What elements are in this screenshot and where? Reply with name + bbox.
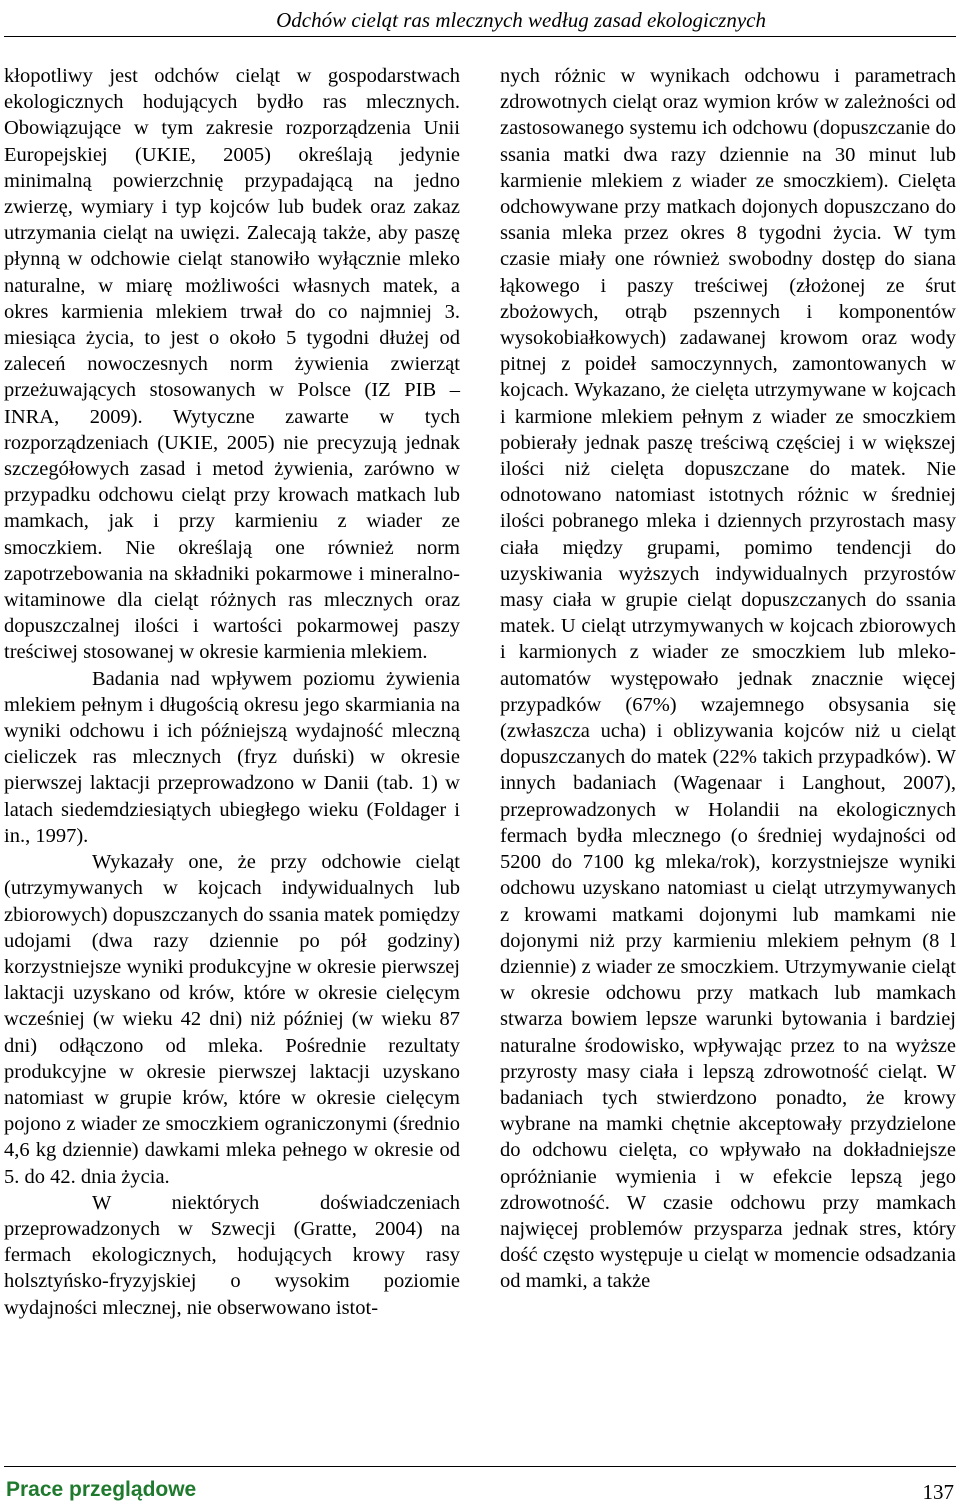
- paragraph: kłopotliwy jest odchów cieląt w gospodarstwach ekologicznych hodujących bydło ras mlecznych. Obowiązujące w tym zakresie rozporządzenia Unii Europejskiej (UKIE, 2005) określają jedynie minimalną powierzchnię przypadającą na jedno zwierzę, wymiary i typ kojców lub budek oraz zakaz utrzymania cieląt na uwięzi. Zalecają także, aby paszę płynną w odchowie cieląt stanowiło wyłącznie mleko naturalne, w miarę możliwości własnych matek, a okres karmienia mlekiem trwał do co najmniej 3. miesiąca życia, to jest o około 5 tygodni dłużej od zaleceń nowoczesnych norm żywienia zwierząt przeżuwających stosowanych w Polsce (IZ PIB – INRA, 2009). Wytyczne zawarte w tych rozporządzeniach (UKIE, 2005) nie precyzują jednak szczegółowych zasad i metod żywienia, zarówno w przypadku odchowu cieląt przy krowach matkach lub mamkach, jak i przy karmieniu z wiader ze smoczkiem. Nie określają one również norm zapotrzebowania na składniki pokarmowe i mineralno-witaminowe dla cieląt różnych ras mlecznych oraz dopuszczalnej ilości i wartości pokarmowej paszy treściwej stosowanej w okresie karmienia mlekiem.: [4, 65, 460, 664]
- paragraph: nych różnic w wynikach odchowu i parametrach zdrowotnych cieląt oraz wymion krów w zależności od zastosowanego systemu ich odchowu (dopuszczanie do ssania matki dwa razy dziennie na 30 minut lub karmienie mlekiem z wiader ze smoczkiem). Cielęta odchowywane przy matkach dojonych dopuszczano do ssania mleka przez okres 8 tygodni życia. W tym czasie miały one również swobodny dostęp do siana łąkowego i paszy treściwej (złożonej ze śrut zbożowych, otrąb pszennych i komponentów wysokobiałkowych) zadawanej krowom oraz wody pitnej z poideł samoczynnych, zamontowanych w kojcach. Wykazano, że cielęta utrzymywane w kojcach i karmione mlekiem pełnym z wiader ze smoczkiem pobierały jednak paszę treściwą częściej i w większej ilości niż cielęta dopuszczane do matek. Nie odnotowano natomiast istotnych różnic w średniej ilości pobranego mleka i dziennych przyrostach masy ciała między grupami, pomimo tendencji do uzyskiwania wyższych indywidualnych przyrostów masy ciała w grupie cieląt dopuszczanych do ssania matek. U cieląt utrzymywanych w kojcach zbiorowych i karmionych z wiader ze smoczkiem lub mleko-automatów występowało jednak znacznie więcej przypadków (67%) wzajemnego obsysania się (zwłaszcza ucha) i oblizywania kojców niż u cieląt dopuszczanych do matek (22% takich przypadków). W innych badaniach (Wagenaar i Langhout, 2007), przeprowadzonych w Holandii na ekologicznych fermach bydła mlecznego (o średniej wydajności od 5200 do 7100 kg mleka/rok), korzystniejsze wyniki odchowu uzyskano natomiast u cieląt utrzymywanych z krowami matkami dojonymi lub mamkami nie dojonymi niż przy karmieniu mlekiem pełnym (8 l dziennie) z wiader ze smoczkiem. Utrzymywanie cieląt w okresie odchowu przy matkach lub mamkach stwarza bowiem lepsze warunki bytowania i bardziej naturalne środowisko, wpływając przez to na wyższe przyrosty masy ciała i lepszą zdrowotność cieląt. W badaniach tych stwierdzono ponadto, że krowy wybrane na mamki chętnie akceptowały przydzielone do odchowu cielęta, co wpływało na dokładniejsze opróżnianie wymienia i w efekcie lepszą jego zdrowotność. W czasie odchowu przy mamkach najwięcej problemów przysparza jednak stres, który dość często występuje u cieląt w momencie odsadzania od mamki, a także: [500, 65, 956, 1293]
- left-column: [4, 63, 460, 1321]
- section-label: Prace przeglądowe: [6, 1478, 197, 1501]
- paragraph: Wykazały one, że przy odchowie cieląt (utrzymywanych w kojcach indywidualnych lub zbiorowych) dopuszczanych do ssania matek pomiędzy udojami (dwa razy dziennie po pół godziny) korzystniejsze wyniki produkcyjne w okresie pierwszej laktacji uzyskano od krów, które w okresie cielęcym wcześniej (w wieku 42 dni) niż później (w wieku 87 dni) odłączono od mleka. Pośrednie rezultaty produkcyjne w okresie pierwszej laktacji uzyskano natomiast w grupie krów, które w okresie cielęcym pojono z wiader ze smoczkiem ograniczonymi (średnio 4,6 kg dziennie) dawkami mleka pełnego w okresie od 5. do 42. dnia życia.: [4, 851, 460, 1188]
- paragraph: Badania nad wpływem poziomu żywienia mlekiem pełnym i długością okresu jego skarmiania na wyniki odchowu i ich późniejszą wydajność mleczną cieliczek ras mlecznych (fryz duński) w okresie pierwszej laktacji przeprowadzono w Danii (tab. 1) w latach siedemdziesiątych ubiegłego wieku (Foldager i in., 1997).: [4, 667, 460, 847]
- running-title: Odchów cieląt ras mlecznych według zasad ekologicznych: [276, 8, 766, 32]
- footer-rule: [4, 1466, 956, 1467]
- paragraph: W niektórych doświadczeniach przeprowadzonych w Szwecji (Gratte, 2004) na fermach ekologicznych, hodujących krowy rasy holsztyńsko-fryzyjskiej o wysokim poziomie wydajności mlecznej, nie obserwowano istot-: [4, 1191, 460, 1319]
- page-number: 137: [922, 1480, 954, 1504]
- header-rule: [4, 36, 956, 37]
- right-column: [500, 63, 956, 1295]
